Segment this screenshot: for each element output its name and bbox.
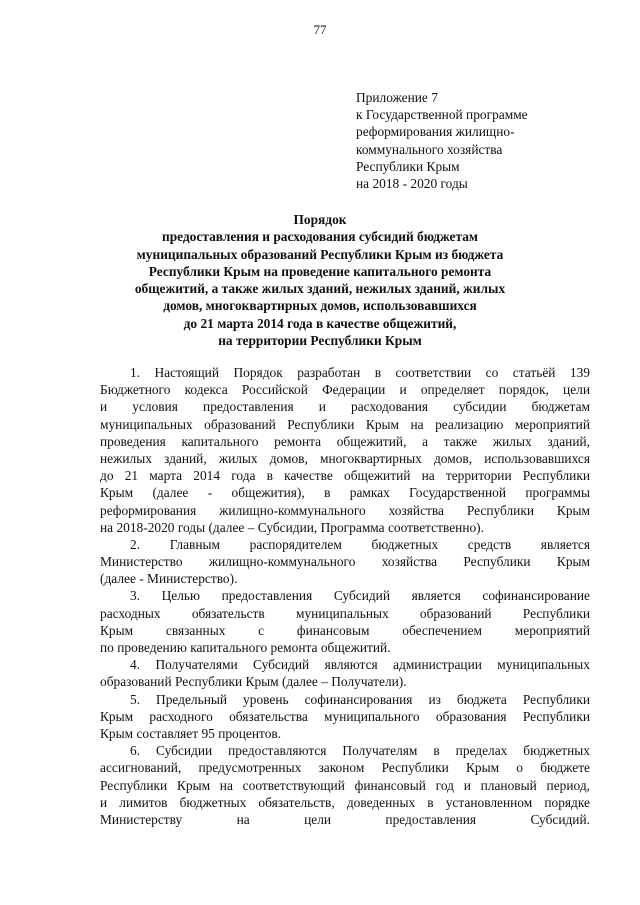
title-line: домов, многоквартирных домов, использовавшихся	[163, 298, 477, 314]
paragraph-line: (далее - Министерство).	[100, 571, 238, 587]
paragraph-line: реформирования жилищно-коммунального хозяйства Республики Крым	[100, 502, 590, 518]
title-line: до 21 марта 2014 года в качестве общежитий,	[183, 315, 457, 331]
paragraph-line: Министерство жилищно-коммунального хозяйства Республики Крым	[100, 554, 590, 570]
paragraph-line: 3. Целью предоставления Субсидий является софинансирование	[130, 588, 590, 604]
appendix-line: коммунального хозяйства	[356, 141, 503, 157]
paragraph-line: Бюджетного кодекса Российской Федерации и определяет порядок, цели	[100, 382, 590, 398]
document-title	[0, 211, 640, 349]
paragraph-line: Крым (далее - общежития), в рамках Государственной программы	[100, 485, 590, 501]
paragraph-line: и лимитов бюджетных обязательств, доведенных в установленном порядке	[100, 794, 590, 810]
paragraph	[100, 742, 590, 828]
paragraph-line: муниципальных образований Республики Крым на реализацию мероприятий	[100, 416, 590, 432]
paragraph-line: 2. Главным распорядителем бюджетных средств является	[130, 536, 590, 552]
paragraph-line: Крым расходного обязательства муниципального образования Республики	[100, 708, 590, 724]
paragraph-line: и условия предоставления и расходования субсидии бюджетам	[100, 399, 590, 415]
paragraph	[100, 536, 590, 588]
paragraph	[100, 587, 590, 656]
paragraph-line: проведения капитального ремонта общежитий, а также жилых зданий,	[100, 433, 590, 449]
appendix-line: Республики Крым	[356, 158, 460, 174]
paragraph-line: нежилых зданий, жилых домов, многоквартирных домов, использовавшихся	[100, 450, 590, 466]
paragraph-line: Крым связанных с финансовым обеспечением мероприятий	[100, 622, 590, 638]
paragraph	[100, 691, 590, 743]
title-line: Республики Крым на проведение капитального ремонта	[148, 263, 492, 279]
document-body	[100, 364, 590, 828]
title-line: общежитий, а также жилых зданий, нежилых зданий, жилых	[134, 281, 506, 297]
paragraph-line: до 21 марта 2014 года в качестве общежитий на территории Республики	[100, 468, 590, 484]
paragraph-line: 1. Настоящий Порядок разработан в соответствии со статьёй 139	[130, 365, 590, 380]
appendix-block	[356, 89, 596, 192]
paragraph	[100, 364, 590, 536]
appendix-line: на 2018 - 2020 годы	[356, 176, 468, 192]
title-line: предоставления и расходования субсидий бюджетам	[161, 229, 479, 245]
paragraph-line: расходных обязательств муниципальных образований Республики	[100, 605, 590, 621]
title-line: на территории Республики Крым	[218, 333, 422, 349]
title-line: Порядок	[293, 212, 347, 227]
paragraph-line: ассигнований, предусмотренных законом Республики Крым о бюджете	[100, 760, 590, 776]
appendix-line: реформирования жилищно-	[356, 124, 515, 140]
paragraph-line: на 2018-2020 годы (далее – Субсидии, Программа соответственно).	[100, 519, 484, 535]
paragraph-line: образований Республики Крым (далее – Получатели).	[100, 674, 407, 690]
appendix-line: к Государственной программе	[356, 107, 528, 123]
page-number: 77	[313, 22, 327, 37]
paragraph-line: Республики Крым на соответствующий финансовый год и плановый период,	[100, 777, 590, 793]
paragraph	[100, 656, 590, 690]
paragraph-line: Министерству на цели предоставления Субсидий.	[100, 811, 590, 827]
paragraph-line: 4. Получателями Субсидий являются администрации муниципальных	[130, 657, 590, 673]
paragraph-line: по проведению капитального ремонта общежитий.	[100, 640, 391, 655]
paragraph-line: Крым составляет 95 процентов.	[100, 725, 282, 741]
title-line: муниципальных образований Республики Крым из бюджета	[136, 246, 504, 262]
paragraph-line: 5. Предельный уровень софинансирования из бюджета Республики	[130, 691, 590, 707]
appendix-line: Приложение 7	[356, 90, 438, 105]
paragraph-line: 6. Субсидии предоставляются Получателям в пределах бюджетных	[130, 743, 590, 759]
